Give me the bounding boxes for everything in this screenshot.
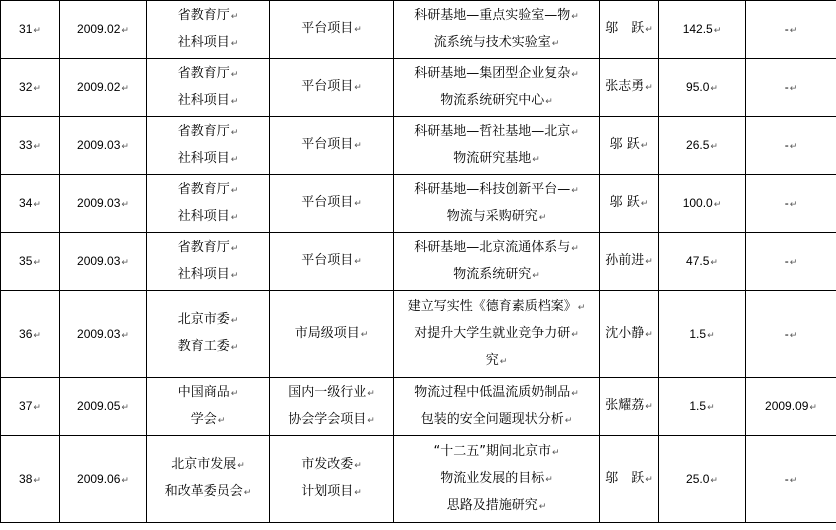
project-source-cell (147, 59, 270, 117)
funding-cell-text: 1.5 (689, 399, 707, 413)
paragraph-mark-icon: ↵ (551, 38, 560, 49)
project-source-cell-line (147, 235, 269, 262)
funding-cell-text: 95.0 (686, 80, 710, 94)
leader-cell-text: 邬 跃 (605, 21, 645, 36)
project-source-cell-line-text: 北京市委 (177, 312, 230, 327)
project-title-cell-line-text: 物流系统研究 (453, 266, 532, 282)
row-number-cell-text: 35 (19, 254, 33, 268)
project-title-cell-line-text: “十二五”期间北京市 (433, 443, 551, 459)
project-type-cell-line (270, 321, 393, 348)
project-type-cell-line-text: 平台项目 (301, 21, 354, 36)
paragraph-mark-icon: ↵ (33, 83, 41, 93)
project-type-cell (270, 117, 394, 175)
paragraph-mark-icon: ↵ (354, 25, 362, 35)
project-title-cell-line-text: 建立写实性《德育素质档案》 (407, 298, 577, 314)
project-source-cell-line (147, 479, 269, 506)
start-date-cell (60, 1, 147, 59)
paragraph-mark-icon: ↵ (577, 302, 586, 313)
leader-cell-text: 邬 跃 (609, 195, 640, 210)
start-date-cell-text: 2009.06 (77, 471, 121, 486)
paragraph-mark-icon: ↵ (237, 461, 245, 471)
project-type-cell-line-text: 平台项目 (301, 253, 354, 268)
leader-cell-text: 孙前进 (605, 253, 645, 268)
project-type-cell-line (270, 16, 393, 43)
project-source-cell-line (147, 30, 269, 57)
paragraph-mark-icon: ↵ (230, 185, 239, 196)
project-source-cell-line (147, 452, 269, 479)
funding-cell-text: 142.5 (682, 22, 713, 36)
paragraph-mark-icon: ↵ (367, 415, 375, 426)
funding-cell-text: 25.0 (686, 471, 710, 486)
project-title-cell-line (394, 407, 599, 434)
paragraph-mark-icon: ↵ (121, 329, 129, 340)
project-title-cell-line (394, 30, 599, 57)
row-number-cell-text: 36 (19, 326, 33, 341)
project-title-cell-line-text: 物流系统研究中心 (440, 92, 545, 108)
paragraph-mark-icon: ↵ (243, 488, 252, 498)
project-title-cell (394, 378, 600, 436)
paragraph-mark-icon: ↵ (645, 25, 653, 35)
project-source-cell-line-text: 社科项目 (177, 92, 230, 108)
project-title-cell (394, 233, 600, 291)
paragraph-mark-icon: ↵ (33, 329, 41, 340)
leader-cell-text: 邬 跃 (605, 470, 645, 486)
paragraph-mark-icon: ↵ (789, 25, 798, 35)
funding-cell (659, 436, 746, 523)
project-source-cell-line (147, 307, 269, 334)
project-source-cell-line-text: 社科项目 (177, 208, 230, 224)
project-title-cell-line (394, 466, 599, 493)
leader-cell (600, 291, 659, 378)
project-type-cell-line-text: 市局级项目 (294, 325, 360, 341)
project-source-cell (147, 175, 270, 233)
paragraph-mark-icon: ↵ (640, 141, 649, 151)
paragraph-mark-icon: ↵ (33, 474, 41, 485)
paragraph-mark-icon: ↵ (360, 329, 369, 340)
project-title-cell (394, 117, 600, 175)
project-source-cell-line-text: 教育工委 (177, 339, 230, 354)
paragraph-mark-icon: ↵ (354, 199, 362, 209)
paragraph-mark-icon: ↵ (571, 69, 579, 80)
project-title-cell-line (394, 3, 599, 30)
start-date-cell-text: 2009.05 (77, 399, 121, 413)
row-number-cell (1, 117, 60, 175)
funding-cell-text: 26.5 (686, 138, 710, 152)
paragraph-mark-icon: ↵ (571, 388, 579, 399)
leader-cell-text: 邬 跃 (609, 137, 640, 152)
row-number-cell-text: 31 (19, 22, 33, 36)
leader-cell (600, 436, 659, 523)
project-source-cell-line-text: 北京市发展 (171, 457, 237, 472)
paragraph-mark-icon: ↵ (230, 69, 239, 80)
project-type-cell-line-text: 平台项目 (301, 195, 354, 210)
paragraph-mark-icon: ↵ (538, 501, 547, 512)
paragraph-mark-icon: ↵ (545, 474, 553, 485)
paragraph-mark-icon: ↵ (230, 343, 239, 353)
project-title-cell-line (394, 61, 599, 88)
paragraph-mark-icon: ↵ (564, 415, 573, 426)
project-source-cell-line-text: 省教育厅 (177, 181, 230, 197)
table-row (1, 291, 836, 378)
leader-cell-text: 张志勇 (605, 79, 645, 94)
paragraph-mark-icon: ↵ (789, 141, 798, 151)
row-number-cell (1, 59, 60, 117)
project-source-cell-line (147, 119, 269, 146)
paragraph-mark-icon: ↵ (532, 154, 540, 165)
paragraph-mark-icon: ↵ (33, 199, 41, 209)
paragraph-mark-icon: ↵ (230, 270, 239, 281)
paragraph-mark-icon: ↵ (230, 127, 239, 138)
paragraph-mark-icon: ↵ (354, 488, 362, 498)
row-number-cell-text: 33 (19, 138, 33, 152)
paragraph-mark-icon: ↵ (121, 83, 129, 93)
project-type-cell (270, 233, 394, 291)
paragraph-mark-icon: ↵ (571, 329, 579, 340)
project-type-cell (270, 59, 394, 117)
paragraph-mark-icon: ↵ (645, 257, 653, 267)
paragraph-mark-icon: ↵ (230, 154, 239, 165)
project-source-cell-line-text: 省教育厅 (177, 7, 230, 23)
end-date-cell (746, 175, 836, 233)
paragraph-mark-icon: ↵ (33, 402, 41, 412)
end-date-cell (746, 1, 836, 59)
project-type-cell-line (270, 452, 393, 479)
end-date-cell-text: 2009.09 (765, 399, 809, 413)
project-type-cell-line-text: 平台项目 (301, 79, 354, 94)
project-source-cell-line-text: 省教育厅 (177, 65, 230, 81)
project-source-cell-line-text: 中国商品 (177, 384, 230, 400)
project-source-cell-line (147, 380, 269, 407)
paragraph-mark-icon: ↵ (230, 388, 239, 399)
project-type-cell (270, 378, 394, 436)
paragraph-mark-icon: ↵ (789, 329, 798, 340)
row-number-cell (1, 1, 60, 59)
paragraph-mark-icon: ↵ (354, 141, 362, 151)
table-row (1, 378, 836, 436)
paragraph-mark-icon: ↵ (545, 96, 553, 107)
row-number-cell (1, 378, 60, 436)
project-source-cell-line-text: 省教育厅 (177, 123, 230, 139)
paragraph-mark-icon: ↵ (789, 257, 798, 267)
project-type-cell-line (270, 190, 393, 217)
start-date-cell-text: 2009.02 (77, 22, 121, 36)
leader-cell (600, 117, 659, 175)
paragraph-mark-icon: ↵ (121, 474, 129, 485)
project-source-cell-line (147, 262, 269, 289)
end-date-cell-text: - (784, 138, 789, 152)
project-type-cell-line-text: 计划项目 (301, 484, 354, 499)
end-date-cell-text: - (784, 22, 789, 36)
row-number-cell (1, 233, 60, 291)
table-row (1, 117, 836, 175)
start-date-cell (60, 59, 147, 117)
project-title-cell (394, 175, 600, 233)
paragraph-mark-icon: ↵ (499, 356, 508, 367)
project-title-cell-line (394, 204, 599, 231)
paragraph-mark-icon: ↵ (230, 243, 239, 254)
project-type-cell-line-text: 平台项目 (301, 137, 354, 152)
project-title-cell-line (394, 493, 599, 520)
leader-cell (600, 175, 659, 233)
project-title-cell-line (394, 177, 599, 204)
project-source-cell (147, 233, 270, 291)
project-title-cell-line-text: 科研基地—集团型企业复杂 (414, 65, 571, 81)
paragraph-mark-icon: ↵ (645, 474, 653, 485)
funding-cell (659, 1, 746, 59)
paragraph-mark-icon: ↵ (121, 199, 129, 209)
paragraph-mark-icon: ↵ (33, 25, 41, 35)
project-title-cell-line-text: 科研基地—科技创新平台— (414, 181, 571, 197)
project-type-cell (270, 291, 394, 378)
leader-cell (600, 378, 659, 436)
paragraph-mark-icon: ↵ (230, 11, 239, 22)
funding-cell (659, 233, 746, 291)
project-source-cell (147, 1, 270, 59)
project-source-cell-line (147, 146, 269, 173)
table-row (1, 1, 836, 59)
project-source-cell-line (147, 407, 269, 434)
paragraph-mark-icon: ↵ (710, 257, 718, 267)
paragraph-mark-icon: ↵ (33, 257, 41, 267)
start-date-cell-text: 2009.03 (77, 196, 121, 210)
start-date-cell-text: 2009.03 (77, 254, 121, 268)
start-date-cell (60, 175, 147, 233)
paragraph-mark-icon: ↵ (354, 83, 362, 93)
paragraph-mark-icon: ↵ (230, 212, 239, 223)
paragraph-mark-icon: ↵ (230, 38, 239, 49)
project-type-cell-line (270, 132, 393, 159)
paragraph-mark-icon: ↵ (571, 127, 579, 138)
paragraph-mark-icon: ↵ (571, 185, 579, 196)
paragraph-mark-icon: ↵ (571, 11, 579, 22)
start-date-cell-text: 2009.03 (77, 326, 121, 341)
project-source-cell (147, 117, 270, 175)
end-date-cell-text: - (784, 196, 789, 210)
project-type-cell-line-text: 协会学会项目 (288, 411, 367, 427)
funding-cell (659, 117, 746, 175)
paragraph-mark-icon: ↵ (645, 402, 653, 412)
project-title-cell-line (394, 321, 599, 348)
leader-cell (600, 1, 659, 59)
paragraph-mark-icon: ↵ (121, 25, 129, 35)
project-source-cell-line-text: 社科项目 (177, 34, 230, 50)
project-source-cell-line-text: 省教育厅 (177, 239, 230, 255)
project-title-cell-line-text: 包装的安全问题现状分析 (420, 411, 564, 427)
paragraph-mark-icon: ↵ (538, 212, 547, 223)
paragraph-mark-icon: ↵ (121, 402, 129, 412)
project-title-cell-line-text: 物流业发展的目标 (440, 470, 545, 486)
project-title-cell-line-text: 究 (485, 352, 499, 368)
paragraph-mark-icon: ↵ (710, 141, 718, 151)
paragraph-mark-icon: ↵ (710, 474, 718, 485)
end-date-cell (746, 233, 836, 291)
project-title-cell-line-text: 流系统与技术实验室 (433, 34, 551, 50)
project-title-cell (394, 1, 600, 59)
end-date-cell (746, 378, 836, 436)
project-title-cell (394, 436, 600, 523)
project-type-cell (270, 175, 394, 233)
paragraph-mark-icon: ↵ (640, 199, 649, 209)
funding-cell (659, 175, 746, 233)
row-number-cell-text: 37 (19, 399, 33, 413)
end-date-cell-text: - (784, 326, 789, 341)
paragraph-mark-icon: ↵ (230, 96, 239, 107)
table-row (1, 233, 836, 291)
project-source-cell-line (147, 204, 269, 231)
project-title-cell-line-text: 科研基地—北京流通体系与 (414, 239, 571, 255)
funding-cell-text: 100.0 (682, 196, 713, 210)
paragraph-mark-icon: ↵ (33, 141, 41, 151)
leader-cell (600, 233, 659, 291)
end-date-cell (746, 436, 836, 523)
project-title-cell-line (394, 146, 599, 173)
end-date-cell-text: - (784, 80, 789, 94)
paragraph-mark-icon: ↵ (789, 199, 798, 209)
paragraph-mark-icon: ↵ (532, 270, 540, 281)
project-type-cell-line (270, 74, 393, 101)
project-title-cell-line-text: 思路及措施研究 (446, 497, 538, 513)
start-date-cell (60, 117, 147, 175)
end-date-cell (746, 59, 836, 117)
project-source-cell (147, 436, 270, 523)
project-title-cell-line (394, 262, 599, 289)
paragraph-mark-icon: ↵ (713, 25, 722, 35)
project-title-cell-line (394, 88, 599, 115)
paragraph-mark-icon: ↵ (809, 402, 817, 412)
row-number-cell-text: 32 (19, 80, 33, 94)
project-type-cell-line-text: 国内一级行业 (288, 384, 367, 400)
start-date-cell-text: 2009.02 (77, 80, 121, 94)
end-date-cell-text: - (784, 471, 789, 486)
row-number-cell-text: 34 (19, 196, 33, 210)
project-title-cell-line (394, 348, 599, 375)
start-date-cell (60, 378, 147, 436)
leader-cell-text: 沈小静 (605, 325, 645, 341)
project-type-cell-line (270, 407, 393, 434)
start-date-cell (60, 233, 147, 291)
table-row (1, 59, 836, 117)
project-type-cell-line (270, 248, 393, 275)
paragraph-mark-icon: ↵ (713, 199, 722, 209)
project-title-cell (394, 291, 600, 378)
paragraph-mark-icon: ↵ (354, 257, 362, 267)
project-type-cell-line (270, 479, 393, 506)
leader-cell (600, 59, 659, 117)
project-source-cell-line (147, 88, 269, 115)
funding-cell-text: 1.5 (689, 326, 707, 341)
end-date-cell (746, 291, 836, 378)
paragraph-mark-icon: ↵ (707, 402, 715, 412)
table-row (1, 436, 836, 523)
project-source-cell-line-text: 和改革委员会 (164, 484, 243, 499)
project-title-cell-line-text: 科研基地—重点实验室—物 (414, 7, 571, 23)
project-title-cell-line-text: 对提升大学生就业竞争力研 (414, 325, 571, 341)
project-title-cell-line-text: 科研基地—哲社基地—北京 (414, 123, 571, 139)
paragraph-mark-icon: ↵ (789, 83, 798, 93)
funding-cell (659, 378, 746, 436)
paragraph-mark-icon: ↵ (707, 329, 715, 340)
project-source-cell-line (147, 177, 269, 204)
project-title-cell-line-text: 物流研究基地 (453, 150, 532, 166)
paragraph-mark-icon: ↵ (354, 461, 362, 471)
project-title-cell-line (394, 380, 599, 407)
project-type-cell (270, 436, 394, 523)
funding-cell (659, 59, 746, 117)
project-source-cell-line (147, 3, 269, 30)
paragraph-mark-icon: ↵ (367, 388, 375, 399)
start-date-cell (60, 436, 147, 523)
table-row (1, 175, 836, 233)
paragraph-mark-icon: ↵ (571, 243, 579, 254)
end-date-cell (746, 117, 836, 175)
paragraph-mark-icon: ↵ (121, 257, 129, 267)
row-number-cell (1, 175, 60, 233)
paragraph-mark-icon: ↵ (217, 415, 226, 426)
paragraph-mark-icon: ↵ (230, 316, 239, 326)
paragraph-mark-icon: ↵ (121, 141, 129, 151)
project-source-cell-line-text: 学会 (190, 411, 217, 427)
start-date-cell-text: 2009.03 (77, 138, 121, 152)
end-date-cell-text: - (784, 254, 789, 268)
project-source-cell-line (147, 334, 269, 361)
paragraph-mark-icon: ↵ (645, 83, 653, 93)
row-number-cell-text: 38 (19, 471, 33, 486)
project-title-cell (394, 59, 600, 117)
project-source-cell-line (147, 61, 269, 88)
funding-cell (659, 291, 746, 378)
project-type-cell-line-text: 市发改委 (301, 457, 354, 472)
project-title-cell-line (394, 439, 599, 466)
project-type-cell-line (270, 380, 393, 407)
project-title-cell-line-text: 物流过程中低温流质奶制品 (414, 384, 571, 400)
funding-cell-text: 47.5 (686, 254, 710, 268)
paragraph-mark-icon: ↵ (710, 83, 718, 93)
project-type-cell (270, 1, 394, 59)
leader-cell-text: 张耀荔 (605, 398, 645, 413)
project-title-cell-line-text: 物流与采购研究 (446, 208, 538, 224)
row-number-cell (1, 436, 60, 523)
project-source-cell-line-text: 社科项目 (177, 266, 230, 282)
paragraph-mark-icon: ↵ (789, 474, 798, 485)
project-title-cell-line (394, 294, 599, 321)
project-source-cell (147, 291, 270, 378)
start-date-cell (60, 291, 147, 378)
project-source-cell (147, 378, 270, 436)
paragraph-mark-icon: ↵ (551, 447, 560, 458)
row-number-cell (1, 291, 60, 378)
project-source-cell-line-text: 社科项目 (177, 150, 230, 166)
project-title-cell-line (394, 119, 599, 146)
project-title-cell-line (394, 235, 599, 262)
paragraph-mark-icon: ↵ (645, 329, 653, 340)
